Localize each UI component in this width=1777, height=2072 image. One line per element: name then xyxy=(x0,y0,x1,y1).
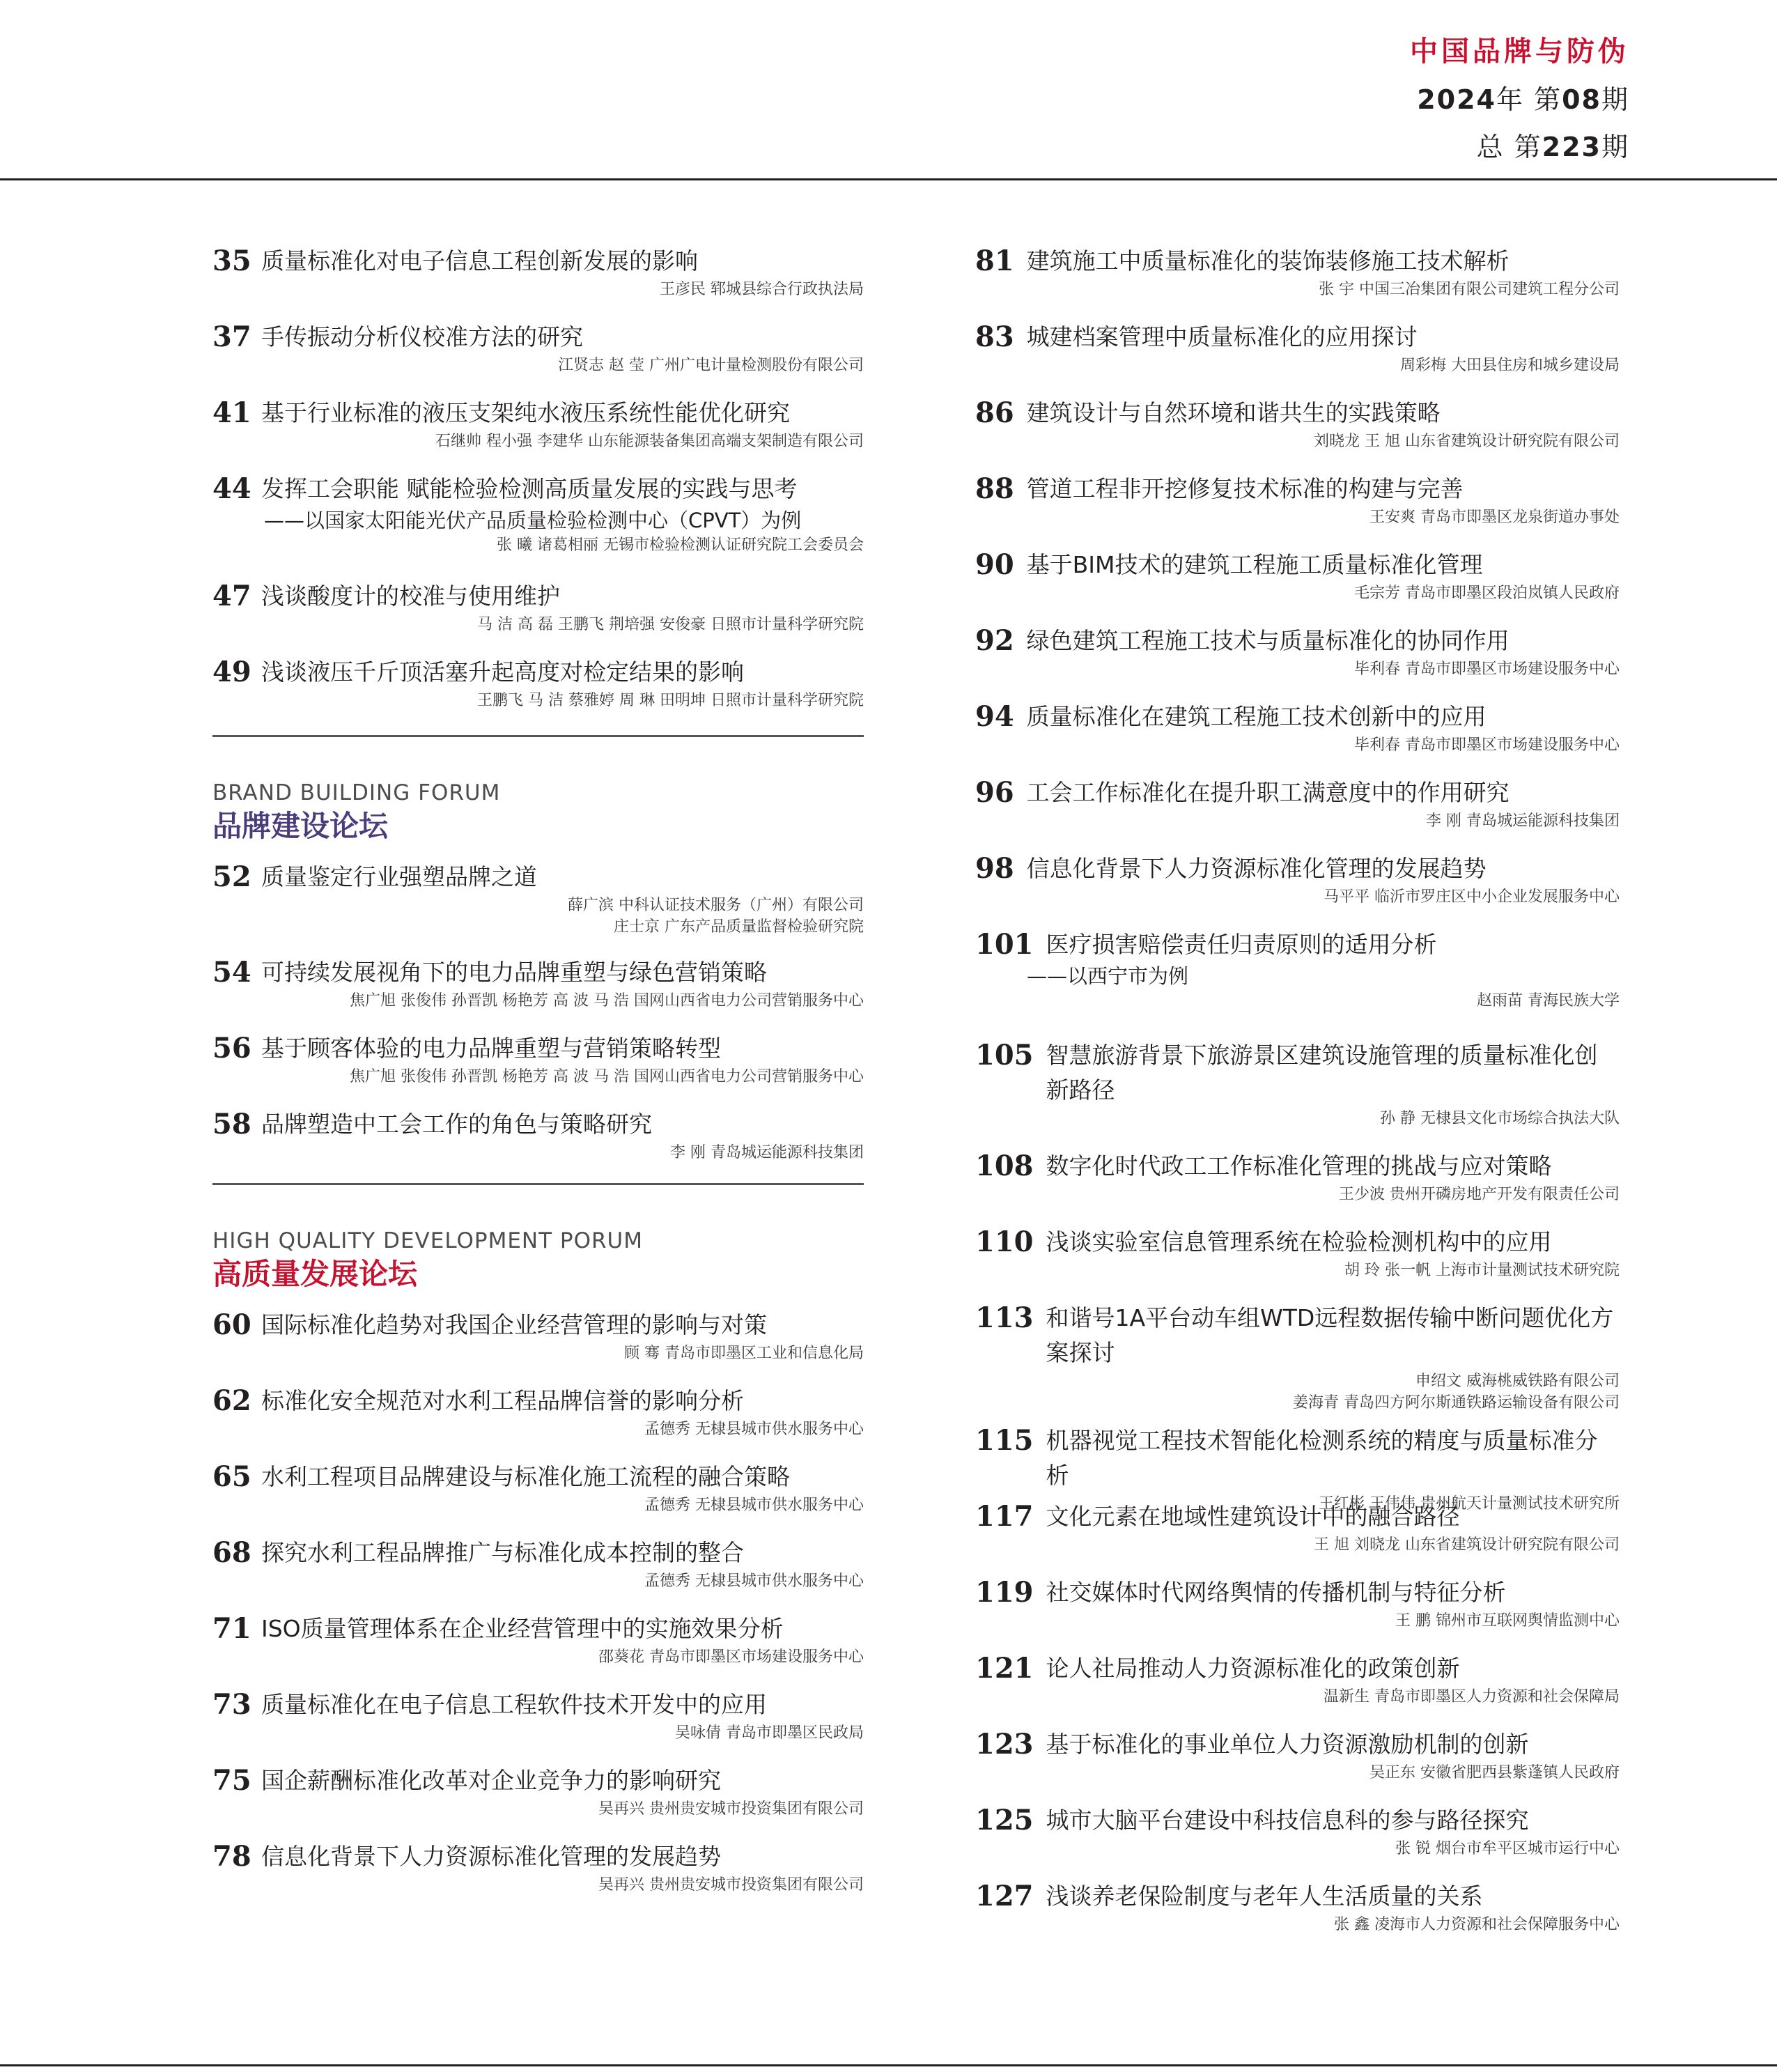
section-header-brand xyxy=(212,779,864,846)
article-title[interactable]: 质量标准化在建筑工程施工技术创新中的应用 xyxy=(1026,703,1487,730)
toc-entry-title-row xyxy=(975,396,1620,431)
article-authors: 王彦民 郓城县综合行政执法局 xyxy=(660,281,864,298)
toc-entry-title-row xyxy=(212,1839,864,1874)
toc-entry-title-row xyxy=(975,1423,1620,1493)
toc-entry-title-row xyxy=(975,624,1620,658)
article-authors: 吴再兴 贵州贵安城市投资集团有限公司 xyxy=(598,1800,864,1818)
toc-entry[interactable] xyxy=(212,1308,864,1384)
section-divider xyxy=(212,735,864,737)
toc-entry[interactable] xyxy=(212,472,864,579)
article-title[interactable]: 和谐号1A平台动车组WTD远程数据传输中断问题优化方案探讨 xyxy=(1046,1304,1614,1366)
toc-entry[interactable] xyxy=(975,775,1620,851)
toc-entry-title-row xyxy=(212,320,864,355)
toc-entry-title-row xyxy=(212,472,864,507)
page-number: 56 xyxy=(212,1032,251,1065)
article-authors: 刘晓龙 王 旭 山东省建筑设计研究院有限公司 xyxy=(1314,433,1620,450)
toc-entry-title-row xyxy=(212,655,864,690)
toc-entry[interactable] xyxy=(212,1384,864,1460)
toc-entry-title-row xyxy=(212,579,864,614)
article-authors: 王鹏飞 马 洁 蔡雅婷 周 琳 田明坤 日照市计量科学研究院 xyxy=(477,692,864,709)
page-number: 113 xyxy=(975,1301,1034,1334)
toc-entry-title-row xyxy=(212,1107,864,1142)
toc-group-brand xyxy=(212,860,864,1183)
toc-entry[interactable] xyxy=(212,396,864,472)
article-authors: 马 洁 高 磊 王鹏飞 荆培强 安俊豪 日照市计量科学研究院 xyxy=(477,616,864,633)
article-title[interactable]: 基于标准化的事业单位人力资源激励机制的创新 xyxy=(1046,1731,1529,1758)
page-number: 41 xyxy=(212,396,251,429)
article-title[interactable]: 绿色建筑工程施工技术与质量标准化的协同作用 xyxy=(1026,627,1510,654)
article-authors: 申绍文 威海桃威铁路有限公司 xyxy=(1415,1373,1620,1390)
page-number: 101 xyxy=(975,928,1034,961)
issue-year: 2024 xyxy=(1417,84,1496,115)
article-title[interactable]: 信息化背景下人力资源标准化管理的发展趋势 xyxy=(261,1843,721,1870)
magazine-title: 中国品牌与防伪 xyxy=(1410,36,1629,68)
toc-entry[interactable] xyxy=(975,548,1620,624)
article-authors: 王 旭 刘晓龙 山东省建筑设计研究院有限公司 xyxy=(1314,1536,1620,1554)
toc-entry[interactable] xyxy=(975,1879,1620,1955)
toc-entry-title-row xyxy=(212,1460,864,1494)
article-authors: 张 宇 中国三冶集团有限公司建筑工程分公司 xyxy=(1319,281,1620,298)
toc-entry[interactable] xyxy=(212,655,864,731)
toc-entry-title-row xyxy=(212,396,864,431)
page-number: 44 xyxy=(212,472,251,505)
page-number: 92 xyxy=(975,624,1014,657)
page-number: 47 xyxy=(212,580,251,612)
article-title[interactable]: 医疗损害赔偿责任归责原则的适用分析 xyxy=(1046,931,1437,958)
toc-entry[interactable] xyxy=(975,927,1620,1038)
toc-entry[interactable] xyxy=(975,1651,1620,1727)
toc-entry-title-row xyxy=(975,927,1620,962)
toc-entry-title-row xyxy=(212,1611,864,1646)
article-title[interactable]: 质量鉴定行业强塑品牌之道 xyxy=(261,863,537,890)
article-authors: 马平平 临沂市罗庄区中小企业发展服务中心 xyxy=(1324,888,1620,906)
page-number: 52 xyxy=(212,860,251,893)
article-authors: 顾 骞 青岛市即墨区工业和信息化局 xyxy=(624,1345,864,1362)
article-authors: 石继帅 程小强 李建华 山东能源装备集团高端支架制造有限公司 xyxy=(435,433,864,450)
page-number: 83 xyxy=(975,320,1014,353)
article-subtitle: ——以国家太阳能光伏产品质量检验检测中心（CPVT）为例 xyxy=(264,509,802,532)
article-title[interactable]: ISO质量管理体系在企业经营管理中的实施效果分析 xyxy=(261,1615,784,1642)
article-title[interactable]: 数字化时代政工工作标准化管理的挑战与应对策略 xyxy=(1046,1152,1552,1180)
article-authors: 焦广旭 张俊伟 孙晋凯 杨艳芳 高 波 马 浩 国网山西省电力公司营销服务中心 xyxy=(350,1068,864,1085)
issue-prefix: 第 xyxy=(1534,84,1562,115)
toc-entry[interactable] xyxy=(212,1031,864,1107)
toc-entry-title-row xyxy=(975,1651,1620,1686)
article-authors: 毕利春 青岛市即墨区市场建设服务中心 xyxy=(1354,660,1620,678)
total-issue-line xyxy=(1477,125,1629,164)
article-authors: 孙 静 无棣县文化市场综合执法大队 xyxy=(1380,1110,1620,1127)
article-authors: 周彩梅 大田县住房和城乡建设局 xyxy=(1400,357,1620,374)
toc-entry[interactable] xyxy=(975,472,1620,548)
article-authors: 姜海青 青岛四方阿尔斯通铁路运输设备有限公司 xyxy=(1293,1394,1620,1412)
article-authors: 庄士京 广东产品质量监督检验研究院 xyxy=(614,918,864,936)
page-number: 117 xyxy=(975,1500,1034,1533)
article-title[interactable]: 基于行业标准的液压支架纯水液压系统性能优化研究 xyxy=(261,399,790,426)
article-title[interactable]: 浅谈实验室信息管理系统在检验检测机构中的应用 xyxy=(1046,1228,1552,1255)
article-title[interactable]: 机器视觉工程技术智能化检测系统的精度与质量标准分析 xyxy=(1046,1427,1598,1489)
toc-entry-title-row xyxy=(975,699,1620,734)
page-number: 108 xyxy=(975,1150,1034,1182)
article-authors: 李 刚 青岛城运能源科技集团 xyxy=(670,1144,864,1161)
page-number: 37 xyxy=(212,320,251,353)
toc-entry-title-row xyxy=(975,472,1620,507)
article-authors: 吴咏倩 青岛市即墨区民政局 xyxy=(675,1724,864,1742)
toc-entry-title-row xyxy=(975,1727,1620,1762)
article-authors: 毛宗芳 青岛市即墨区段泊岚镇人民政府 xyxy=(1354,585,1620,602)
article-title[interactable]: 浅谈液压千斤顶活塞升起高度对检定结果的影响 xyxy=(261,658,744,686)
page-number: 96 xyxy=(975,776,1014,809)
article-authors: 李 刚 青岛城运能源科技集团 xyxy=(1426,812,1620,830)
page-number: 90 xyxy=(975,548,1014,581)
section-header-quality xyxy=(212,1227,864,1294)
page-number: 54 xyxy=(212,956,251,989)
page-number: 110 xyxy=(975,1226,1034,1258)
toc-entry-title-row xyxy=(212,1031,864,1066)
toc-entry[interactable] xyxy=(212,320,864,396)
article-authors: 孟德秀 无棣县城市供水服务中心 xyxy=(644,1421,864,1438)
issue-line xyxy=(1417,78,1629,116)
article-title[interactable]: 质量标准化在电子信息工程软件技术开发中的应用 xyxy=(261,1691,767,1718)
article-title[interactable]: 城市大脑平台建设中科技信息科的参与路径探究 xyxy=(1046,1807,1529,1834)
toc-entry[interactable] xyxy=(975,851,1620,927)
page-number: 75 xyxy=(212,1764,251,1797)
toc-entry[interactable] xyxy=(212,1763,864,1839)
toc-entry-title-row xyxy=(212,860,864,895)
toc-entry-title-row xyxy=(975,1038,1620,1108)
toc-entry-title-row xyxy=(975,851,1620,886)
article-title[interactable]: 可持续发展视角下的电力品牌重塑与绿色营销策略 xyxy=(261,959,767,986)
issue-suffix: 期 xyxy=(1601,84,1629,115)
article-authors: 吴再兴 贵州贵安城市投资集团有限公司 xyxy=(598,1876,864,1894)
masthead xyxy=(0,0,1777,180)
footer-rule xyxy=(0,2064,1777,2066)
article-authors: 薛广滨 中科认证技术服务（广州）有限公司 xyxy=(568,897,864,914)
toc-entry[interactable] xyxy=(975,1423,1620,1513)
toc-entry[interactable] xyxy=(975,1499,1620,1575)
article-title[interactable]: 水利工程项目品牌建设与标准化施工流程的融合策略 xyxy=(261,1463,790,1490)
toc-entry[interactable] xyxy=(975,1225,1620,1301)
article-title[interactable]: 浅谈酸度计的校准与使用维护 xyxy=(261,582,560,610)
article-authors: 孟德秀 无棣县城市供水服务中心 xyxy=(644,1572,864,1590)
total-issue-number: 223 xyxy=(1542,132,1601,162)
toc-group-right xyxy=(975,244,1620,1955)
toc-entry[interactable] xyxy=(212,579,864,655)
toc-entry[interactable] xyxy=(975,396,1620,472)
toc-right-column xyxy=(975,244,1620,1955)
toc-entry-title-row xyxy=(975,244,1620,279)
toc-entry-title-row xyxy=(975,775,1620,810)
page-number: 125 xyxy=(975,1804,1034,1837)
toc-entry-title-row xyxy=(975,1879,1620,1914)
article-title[interactable]: 浅谈养老保险制度与老年人生活质量的关系 xyxy=(1046,1882,1483,1910)
toc-entry[interactable] xyxy=(212,1536,864,1611)
page-number: 68 xyxy=(212,1536,251,1569)
article-title[interactable]: 国际标准化趋势对我国企业经营管理的影响与对策 xyxy=(261,1311,767,1338)
toc-entry[interactable] xyxy=(212,1460,864,1536)
page-number: 88 xyxy=(975,472,1014,505)
article-authors: 温新生 青岛市即墨区人力资源和社会保障局 xyxy=(1324,1688,1620,1706)
section-title-cn: 高质量发展论坛 xyxy=(212,1257,418,1291)
toc-entry-title-row xyxy=(975,1225,1620,1260)
toc-entry[interactable] xyxy=(212,955,864,1031)
article-title[interactable]: 基于顾客体验的电力品牌重塑与营销策略转型 xyxy=(261,1035,721,1062)
article-title[interactable]: 城建档案管理中质量标准化的应用探讨 xyxy=(1026,323,1418,350)
article-authors: 江贤志 赵 莹 广州广电计量检测股份有限公司 xyxy=(558,357,864,374)
page-number: 71 xyxy=(212,1612,251,1645)
toc-entry-title-row xyxy=(212,1384,864,1418)
toc-group-standards xyxy=(212,244,864,731)
toc-entry[interactable] xyxy=(975,244,1620,320)
article-title[interactable]: 信息化背景下人力资源标准化管理的发展趋势 xyxy=(1026,855,1487,882)
toc-entry-title-row xyxy=(212,1687,864,1722)
page-number: 78 xyxy=(212,1840,251,1873)
article-title[interactable]: 探究水利工程品牌推广与标准化成本控制的整合 xyxy=(261,1539,744,1566)
page-number: 121 xyxy=(975,1652,1034,1685)
toc-entry[interactable] xyxy=(212,1839,864,1915)
page-number: 62 xyxy=(212,1384,251,1417)
page-number: 35 xyxy=(212,245,251,277)
article-subtitle: ——以西宁市为例 xyxy=(1027,964,1189,988)
article-title[interactable]: 质量标准化对电子信息工程创新发展的影响 xyxy=(261,247,698,275)
article-title[interactable]: 工会工作标准化在提升职工满意度中的作用研究 xyxy=(1026,779,1510,806)
article-authors: 王红彬 王伟伟 贵州航天计量测试技术研究所 xyxy=(1319,1495,1620,1513)
article-title[interactable]: 建筑设计与自然环境和谐共生的实践策略 xyxy=(1026,399,1441,426)
article-authors: 胡 玲 张一帆 上海市计量测试技术研究院 xyxy=(1344,1262,1620,1279)
toc-entry[interactable] xyxy=(975,1038,1620,1149)
issue-number: 08 xyxy=(1562,84,1601,115)
page-number: 105 xyxy=(975,1039,1034,1072)
article-authors: 王安爽 青岛市即墨区龙泉街道办事处 xyxy=(1369,509,1620,526)
issue-year-unit: 年 xyxy=(1496,84,1524,115)
article-title[interactable]: 手传振动分析仪校准方法的研究 xyxy=(261,323,583,350)
toc-entry[interactable] xyxy=(212,1611,864,1687)
toc-entry[interactable] xyxy=(975,1149,1620,1225)
article-title[interactable]: 基于BIM技术的建筑工程施工质量标准化管理 xyxy=(1026,551,1483,578)
toc-entry[interactable] xyxy=(212,860,864,955)
toc-entry-title-row xyxy=(975,1301,1620,1370)
article-title[interactable]: 管道工程非开挖修复技术标准的构建与完善 xyxy=(1026,475,1464,502)
toc-entry-title-row xyxy=(975,320,1620,355)
page-number: 81 xyxy=(975,245,1014,277)
section-title-en: HIGH QUALITY DEVELOPMENT PORUM xyxy=(212,1228,643,1253)
page-number: 123 xyxy=(975,1728,1034,1761)
toc-entry-title-row xyxy=(212,1763,864,1798)
toc-entry[interactable] xyxy=(975,1803,1620,1879)
article-authors: 王 鹏 锦州市互联网舆情监测中心 xyxy=(1395,1612,1620,1630)
toc-entry[interactable] xyxy=(975,1727,1620,1803)
toc-entry[interactable] xyxy=(975,699,1620,775)
article-authors: 张 锐 烟台市牟平区城市运行中心 xyxy=(1395,1840,1620,1857)
toc-entry-title-row xyxy=(975,1149,1620,1184)
article-authors: 张 曦 诸葛相丽 无锡市检验检测认证研究院工会委员会 xyxy=(497,536,864,554)
page-number: 73 xyxy=(212,1688,251,1721)
toc-entry[interactable] xyxy=(975,320,1620,396)
section-title-en: BRAND BUILDING FORUM xyxy=(212,780,501,805)
article-title[interactable]: 国企薪酬标准化改革对企业竞争力的影响研究 xyxy=(261,1767,721,1794)
toc-entry[interactable] xyxy=(975,1301,1620,1423)
page-number: 94 xyxy=(975,700,1014,733)
article-authors: 王少波 贵州开磷房地产开发有限责任公司 xyxy=(1339,1186,1620,1203)
article-title[interactable]: 建筑施工中质量标准化的装饰装修施工技术解析 xyxy=(1026,247,1510,275)
article-title[interactable]: 社交媒体时代网络舆情的传播机制与特征分析 xyxy=(1046,1579,1506,1606)
article-authors: 吴正东 安徽省肥西县紫蓬镇人民政府 xyxy=(1369,1764,1620,1781)
article-authors: 张 鑫 凌海市人力资源和社会保障服务中心 xyxy=(1334,1916,1620,1933)
article-authors: 毕利春 青岛市即墨区市场建设服务中心 xyxy=(1354,736,1620,754)
article-title[interactable]: 论人社局推动人力资源标准化的政策创新 xyxy=(1046,1655,1460,1682)
article-title[interactable]: 品牌塑造中工会工作的角色与策略研究 xyxy=(261,1111,652,1138)
toc-entry-title-row xyxy=(975,1499,1620,1534)
article-authors: 赵雨苗 青海民族大学 xyxy=(1477,992,1620,1010)
toc-entry-title-row xyxy=(212,1308,864,1343)
section-divider xyxy=(212,1183,864,1185)
article-authors: 孟德秀 无棣县城市供水服务中心 xyxy=(644,1497,864,1514)
toc-entry-title-row xyxy=(212,244,864,279)
page-number: 98 xyxy=(975,852,1014,885)
article-title[interactable]: 标准化安全规范对水利工程品牌信誉的影响分析 xyxy=(261,1387,744,1414)
toc-entry[interactable] xyxy=(975,1575,1620,1651)
toc-entry[interactable] xyxy=(975,624,1620,699)
toc-entry-title-row xyxy=(975,548,1620,582)
page-number: 127 xyxy=(975,1880,1034,1912)
toc-group-quality xyxy=(212,1308,864,1915)
article-authors: 邵葵花 青岛市即墨区市场建设服务中心 xyxy=(598,1648,864,1666)
toc-entry[interactable] xyxy=(212,1687,864,1763)
page-number: 60 xyxy=(212,1308,251,1341)
toc-left-column xyxy=(212,244,864,1915)
page-number: 65 xyxy=(212,1460,251,1493)
page-number: 58 xyxy=(212,1108,251,1141)
page-number: 115 xyxy=(975,1424,1034,1457)
toc-entry-title-row xyxy=(975,1575,1620,1610)
page-number: 86 xyxy=(975,396,1014,429)
toc-entry[interactable] xyxy=(212,244,864,320)
page-number: 49 xyxy=(212,656,251,688)
article-title[interactable]: 文化元素在地域性建筑设计中的融合路径 xyxy=(1046,1503,1460,1530)
page-number: 119 xyxy=(975,1576,1034,1609)
toc-entry-title-row xyxy=(212,1536,864,1570)
total-suffix: 期 xyxy=(1601,132,1629,162)
article-title[interactable]: 智慧旅游背景下旅游景区建筑设施管理的质量标准化创新路径 xyxy=(1046,1042,1598,1104)
toc-entry[interactable] xyxy=(212,1107,864,1183)
section-title-cn: 品牌建设论坛 xyxy=(212,809,389,843)
total-prefix: 总 第 xyxy=(1476,132,1542,162)
toc-entry-title-row xyxy=(975,1803,1620,1838)
article-title[interactable]: 发挥工会职能 赋能检验检测高质量发展的实践与思考 xyxy=(261,475,798,502)
article-authors: 焦广旭 张俊伟 孙晋凯 杨艳芳 高 波 马 浩 国网山西省电力公司营销服务中心 xyxy=(350,992,864,1010)
header-rule xyxy=(0,178,1777,180)
toc-entry-title-row xyxy=(212,955,864,990)
